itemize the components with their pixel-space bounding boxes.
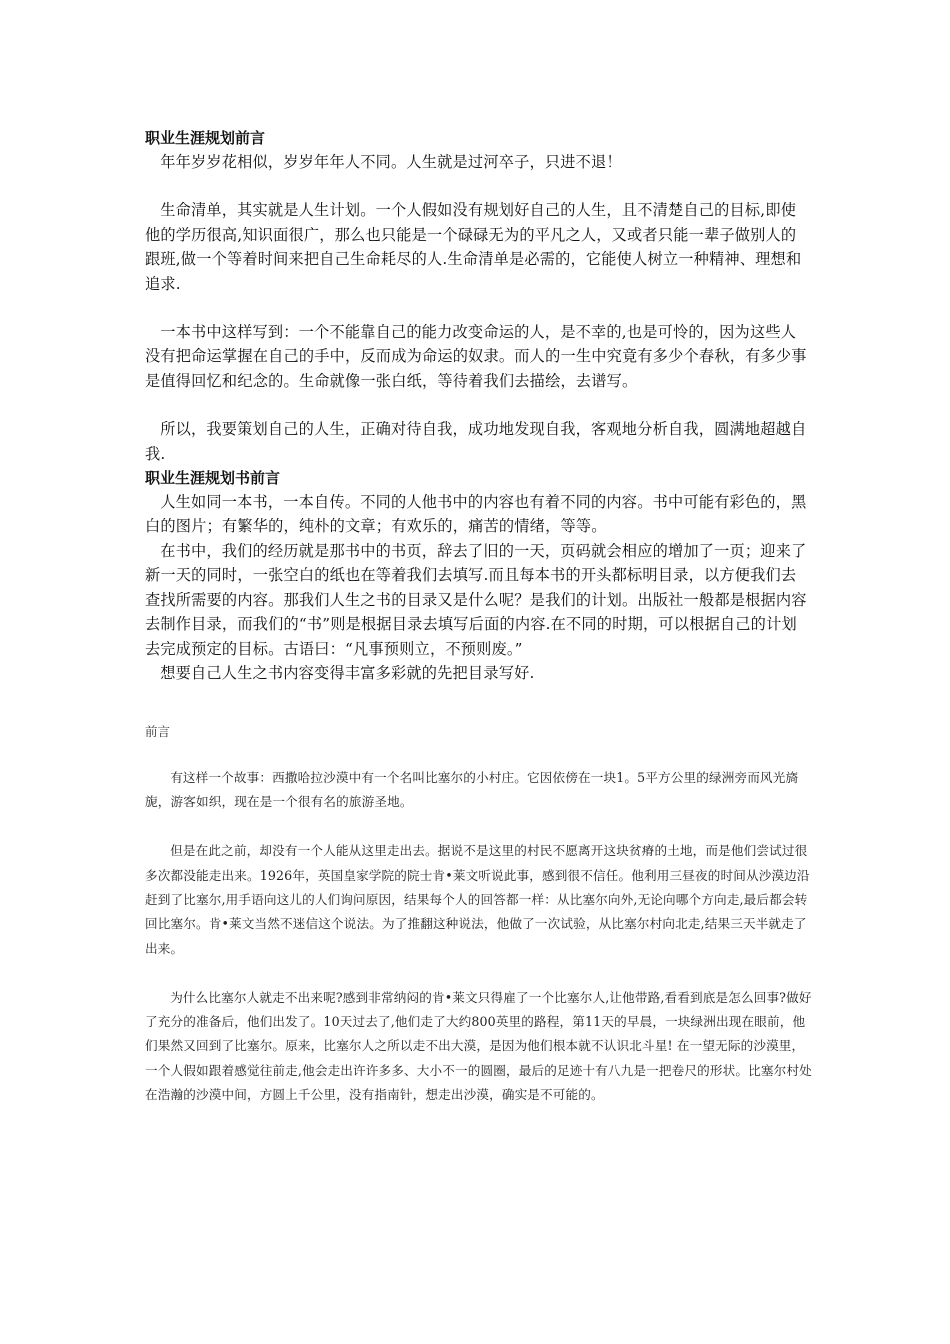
preface-title: 前言 (145, 724, 171, 739)
career-plan-book-preface-title: 职业生涯规划书前言 (145, 469, 281, 488)
paragraph: 年年岁岁花相似，岁岁年年人不同。人生就是过河卒子，只进不退！ (160, 153, 622, 171)
paragraph: 想要自己人生之书内容变得丰富多彩就的先把目录写好. (160, 663, 535, 682)
paragraph: 所以，我要策划自己的人生，正确对待自我，成功地发现自我，客观地分析自我，圆满地超越自我. (145, 420, 807, 463)
paragraph: 人生如同一本书，一本自传。不同的人他书中的内容也有着不同的内容。书中可能有彩色的，黑白的图片；有繁华的，纯朴的文章；有欢乐的，痛苦的情绪，等等。 (145, 493, 807, 536)
story-section (145, 766, 813, 1132)
paragraph: 在书中，我们的经历就是那书中的书页，辞去了旧的一天，页码就会相应的增加了一页；迎来了新一天的同时，一张空白的纸也在等着我们去填写.而且每本书的开头都标明目录，以方便我们去查找所需要的内容。那我们人生之书的目录又是什么呢？是我们的计划。出版社一般都是根据内容去制作目录，而我们的“书”则是根据目录去填写后面的内容.在不同的时期，可以根据自己的计划去完成预定的目标。古语曰：“凡事预则立，不预则废。” (145, 541, 807, 658)
paragraph-spacer (145, 296, 810, 320)
paragraph: 有这样一个故事：西撒哈拉沙漠中有一个名叫比塞尔的小村庄。它因依傍在一块1。5平方公里的绿洲旁而风光旖旎，游客如织，现在是一个很有名的旅游圣地。 (145, 770, 799, 810)
paragraph-spacer (145, 393, 810, 417)
career-plan-preface-title: 职业生涯规划前言 (145, 129, 266, 147)
paragraph: 一本书中这样写到：一个不能靠自己的能力改变命运的人，是不幸的,也是可怜的，因为这些人没有把命运掌握在自己的手中，反而成为命运的奴隶。而人的一生中究竟有多少个春秋，有多少事是值得回忆和纪念的。生命就像一张白纸，等待着我们去描绘，去谱写。 (145, 323, 807, 390)
paragraph: 生命清单，其实就是人生计划。一个人假如没有规划好自己的人生，且不清楚自己的目标,即使他的学历很高,知识面很广，那么也只能是一个碌碌无为的平凡之人，又或者只能一辈子做别人的跟班,做一个等着时间来把自己生命耗尽的人.生命清单是必需的，它能使人树立一种精神、理想和追求. (145, 201, 802, 293)
paragraph: 为什么比塞尔人就走不出来呢?感到非常纳闷的肯•莱文只得雇了一个比塞尔人,让他带路,看看到底是怎么回事?做好了充分的准备后，他们出发了。10天过去了,他们走了大约800英里的路程，第11天的早晨，一块绿洲出现在眼前，他们果然又回到了比塞尔。原来，比塞尔人之所以走不出大漠，是因为他们根本就不认识北斗星! 在一望无际的沙漠里，一个人假如跟着感觉往前走,他会走出许许多多、大小不一的圆圈，最后的足迹十有八九是一把卷尺的形状。比塞尔村处在浩瀚的沙漠中间，方圆上千公里，没有指南针，想走出沙漠，确实是不可能的。 (145, 989, 812, 1103)
paragraph: 但是在此之前，却没有一个人能从这里走出去。据说不是这里的村民不愿离开这块贫瘠的土地，而是他们尝试过很多次都没能走出来。1926年，英国皇家学院的院士肯•莱文听说此事，感到很不信任。他利用三昼夜的时间从沙漠边沿赶到了比塞尔,用手语向这儿的人们询问原因，结果每个人的回答都一样：从比塞尔向外,无论向哪个方向走,最后都会转回比塞尔。肯•莱文当然不迷信这个说法。为了推翻这种说法，他做了一次试验，从比塞尔村向北走,结果三天半就走了出来。 (145, 843, 810, 956)
paragraph-spacer (145, 174, 810, 198)
career-plan-section (145, 126, 810, 685)
